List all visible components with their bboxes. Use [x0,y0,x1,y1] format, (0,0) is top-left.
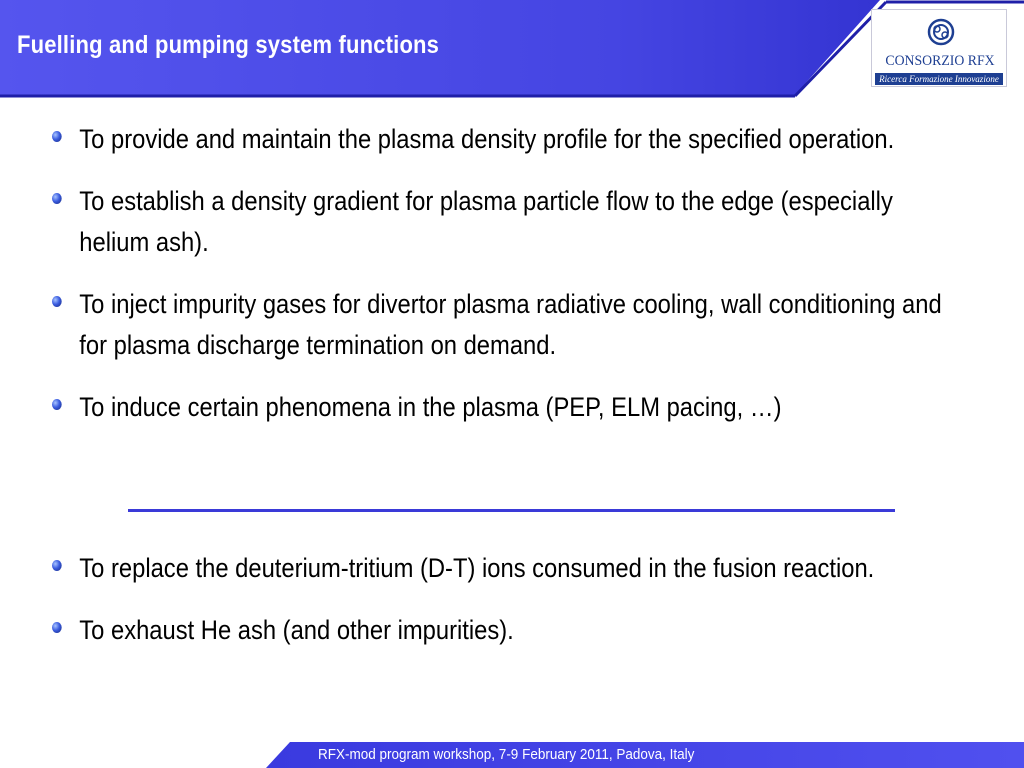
bullet-icon [52,399,62,410]
bullet-text: To provide and maintain the plasma density profile for the specified operation. [79,124,895,154]
bullet-list-primary [52,119,952,428]
bullet-icon [52,131,62,142]
bullet-text: To induce certain phenomena in the plasma (PEP, ELM pacing, …) [79,392,782,422]
bullet-icon [52,622,62,633]
bullet-item [52,119,959,160]
section-divider [128,509,895,512]
slide-title: Fuelling and pumping system functions [17,31,440,59]
logo-tagline: Ricerca Formazione Innovazione [875,73,1003,85]
bullet-item [52,610,959,651]
bullet-item [52,284,959,366]
bullet-text: To inject impurity gases for divertor plasma radiative cooling, wall conditioning and for plasma discharge termination on demand. [79,289,942,360]
bullet-item [52,181,959,263]
consorzio-rfx-logo [871,9,1007,87]
bullet-icon [52,560,62,571]
logo-wordmark: CONSORZIO RFX [885,53,995,69]
bullet-item [52,387,959,428]
bullet-list-secondary [52,548,952,651]
bullet-text: To replace the deuterium-tritium (D-T) ions consumed in the fusion reaction. [79,553,875,583]
logo-emblem-icon [927,13,955,51]
footer-caption: RFX-mod program workshop, 7-9 February 2011, Padova, Italy [318,746,695,763]
bullet-item [52,548,959,589]
bullet-text: To exhaust He ash (and other impurities). [79,615,514,645]
bullet-icon [52,193,62,204]
bullet-text: To establish a density gradient for plasma particle flow to the edge (especially helium ash). [79,186,893,257]
bullet-icon [52,296,62,307]
